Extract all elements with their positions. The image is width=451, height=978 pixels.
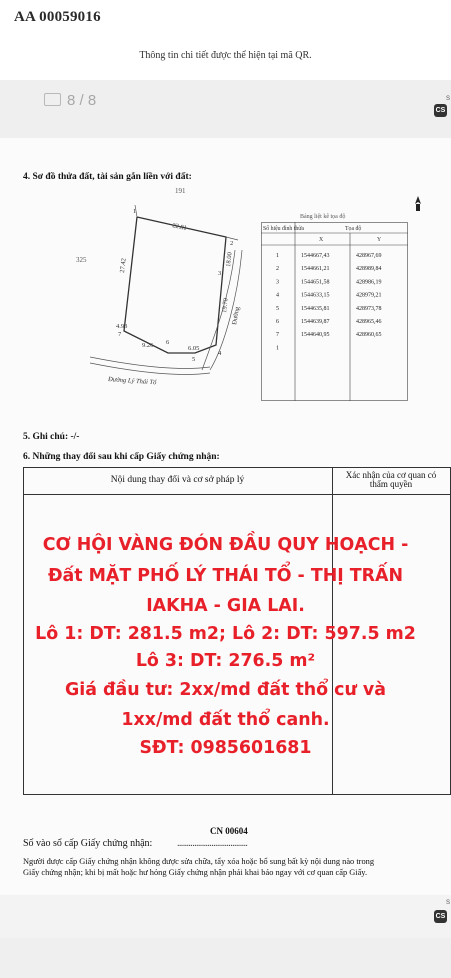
- badge-sup: S: [446, 900, 451, 906]
- registry-label: Số vào sổ cấp Giấy chứng nhận:: [23, 838, 153, 849]
- col-point: Số hiệu đỉnh thửa: [263, 226, 304, 232]
- coord-cell: 4: [276, 292, 279, 299]
- edge-label: 19.70: [221, 297, 230, 314]
- registry-dots: .....................................: [177, 838, 248, 849]
- street-label: Đường Lý Thái Tổ: [107, 376, 157, 387]
- coord-cell: 1: [276, 253, 279, 259]
- vertex-label: 3: [218, 270, 222, 277]
- coord-cell: 2: [276, 266, 279, 273]
- footer-note: Giấy chứng nhận; khi bị mất hoặc hư hỏng Giấy chứng nhận phải khai báo ngay với cơ quan cấp Giấy.: [23, 868, 368, 877]
- edge-label: 18.00: [225, 251, 234, 268]
- page-icon: [44, 93, 61, 106]
- vertex-label: 6: [166, 339, 170, 346]
- street-edge: [90, 363, 210, 375]
- registry-number: CN 00604: [210, 826, 248, 836]
- parcel-sketch: [80, 195, 270, 395]
- page-bottom-strip: [0, 895, 451, 938]
- ad-line: Đất MẶT PHỐ LÝ THÁI TỔ - THỊ TRẤN: [47, 566, 404, 586]
- page-indicator-label: 8 / 8: [67, 92, 97, 109]
- coord-cell: 1544667,43: [301, 253, 330, 259]
- viewer-page-bar: [0, 80, 451, 138]
- coord-cell: 428986,19: [356, 279, 382, 286]
- section4-title: 4. Sơ đồ thửa đất, tài sản gắn liền với đất:: [23, 172, 192, 182]
- coord-cell: 428965,46: [356, 319, 382, 325]
- col-coord: Tọa độ: [345, 226, 362, 232]
- badge-sup: S: [446, 96, 451, 102]
- vertex-label: 4: [218, 350, 222, 357]
- section6-title: 6. Những thay đổi sau khi cấp Giấy chứng nhận:: [23, 452, 220, 462]
- ad-line: Lô 3: DT: 276.5 m²: [135, 651, 316, 671]
- coord-cell: 1544661,21: [301, 266, 330, 273]
- col-change-content: Nội dung thay đổi và cơ sở pháp lý: [110, 475, 245, 485]
- vertex-label: 2: [230, 240, 234, 247]
- edge-label: 27.42: [119, 257, 128, 274]
- coord-cell: 1544651,58: [301, 279, 330, 286]
- ad-line: 1xx/md đất thổ canh.: [121, 710, 330, 730]
- coord-cell: 7: [276, 332, 279, 339]
- col-y: Y: [377, 237, 382, 243]
- edge-label: 9.26: [142, 342, 154, 349]
- coord-cell: 6: [276, 319, 279, 325]
- ad-line: CƠ HỘI VÀNG ĐÓN ĐẦU QUY HOẠCH -: [42, 535, 409, 555]
- camscanner-badge-icon[interactable]: CS: [434, 104, 447, 117]
- coord-table-title: Bảng liệt kê tọa độ: [300, 214, 346, 220]
- page-indicator[interactable]: [44, 92, 96, 109]
- ad-line: Giá đầu tư: 2xx/md đất thổ cư và: [65, 680, 386, 700]
- section5-title: 5. Ghi chú: -/-: [23, 432, 80, 442]
- north-arrow-icon: [413, 196, 423, 214]
- coord-cell: 1544639,87: [301, 319, 330, 325]
- road-label: Đường: [231, 306, 242, 326]
- side-number: 325: [76, 256, 87, 264]
- ad-phone: SĐT: 0985601681: [139, 738, 312, 758]
- qr-note: Thông tin chi tiết được thể hiện tại mã QR.: [139, 50, 312, 61]
- coord-cell: 428989,84: [356, 266, 382, 273]
- camscanner-badge-icon[interactable]: CS: [434, 910, 447, 923]
- coord-cell: 1544640,95: [301, 332, 330, 339]
- edge-label: 22.81: [171, 222, 188, 232]
- ad-line: IAKHA - GIA LAI.: [146, 596, 305, 616]
- coord-table: [261, 222, 409, 402]
- col-x: X: [319, 237, 324, 243]
- coord-cell: 1: [276, 345, 279, 352]
- ad-line: Lô 1: DT: 281.5 m2; Lô 2: DT: 597.5 m2: [35, 624, 416, 644]
- vertex-label: 7: [118, 331, 122, 338]
- edge-label: 6.05: [188, 345, 200, 352]
- vertex-label: 1: [133, 208, 137, 215]
- coord-cell: 3: [276, 279, 279, 286]
- coord-cell: 1544635,81: [301, 305, 330, 312]
- parcel-number: 191: [175, 187, 186, 195]
- col-authority: Xác nhận của cơ quan có thẩm quyền: [345, 470, 437, 489]
- coord-cell: 428979,21: [356, 292, 382, 299]
- coord-cell: 5: [276, 305, 279, 312]
- coord-cell: 428973,78: [356, 305, 382, 312]
- footer-note: Người được cấp Giấy chứng nhận không được sửa chữa, tẩy xóa hoặc bổ sung bất kỳ nội dung nào trong: [23, 857, 375, 866]
- vertex-label: 5: [192, 356, 196, 363]
- coord-cell: 428960,65: [356, 332, 382, 339]
- parcel-boundary: [124, 217, 226, 353]
- coord-cell: 428967,69: [356, 253, 382, 259]
- coord-cell: 1544633,15: [301, 292, 330, 299]
- certificate-serial: AA 00059016: [14, 9, 101, 25]
- edge-label: 4.93: [116, 323, 128, 330]
- viewer-bottom-bar: [0, 938, 451, 978]
